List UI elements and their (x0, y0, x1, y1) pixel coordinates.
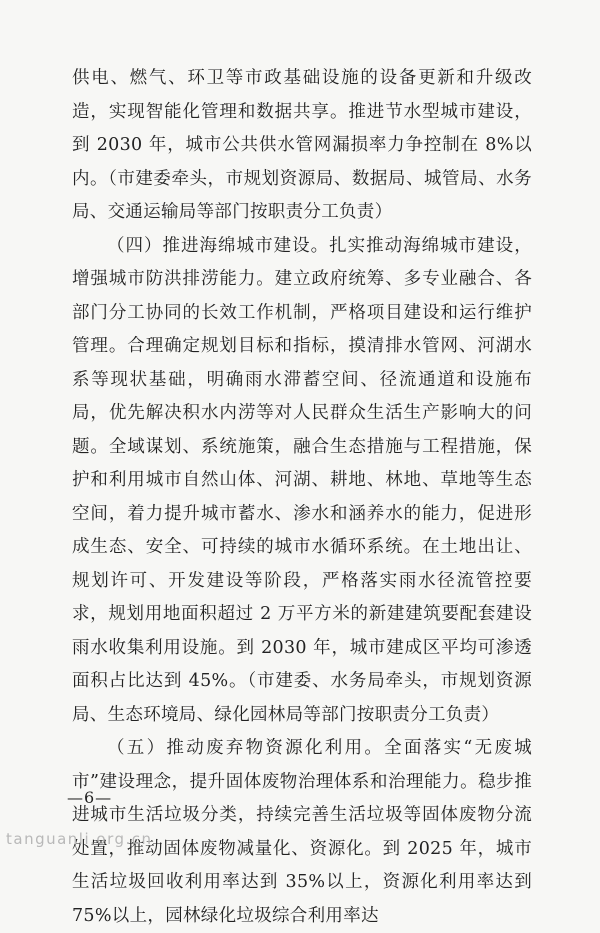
paragraph-waste-recycling: （五）推动废弃物资源化利用。全面落实“无废城市”建设理念，提升固体废物治理体系和治理能力。稳步推进城市生活垃圾分类，持续完善生活垃圾等固体废物分流处置，推动固体废物减量化、资源化。到 2025 年，城市生活垃圾回收利用率达到 35%以上，资源化利用率达到 75%以上，园林绿化垃圾综合利用率达 (72, 738, 532, 926)
paragraph-continuation: 供电、燃气、环卫等市政基础设施的设备更新和升级改造，实现智能化管理和数据共享。推进节水型城市建设，到 2030 年，城市公共供水管网漏损率力争控制在 8%以内。（市建委牵头，市规划资源局、数据局、城管局、水务局、交通运输局等部门按职责分工负责） (72, 68, 532, 222)
document-body (72, 62, 532, 933)
paragraph-sponge-city: （四）推进海绵城市建设。扎实推动海绵城市建设，增强城市防洪排涝能力。建立政府统筹、多专业融合、各部门分工协同的长效工作机制，严格项目建设和运行维护管理。合理确定规划目标和指标，摸清排水管网、河湖水系等现状基础，明确雨水滞蓄空间、径流通道和设施布局，优先解决积水内涝等对人民群众生活生产影响大的问题。全域谋划、系统施策，融合生态措施与工程措施，保护和利用城市自然山体、河湖、耕地、林地、草地等生态空间，着力提升城市蓄水、渗水和涵养水的能力，促进形成生态、安全、可持续的城市水循环系统。在土地出让、规划许可、开发建设等阶段，严格落实雨水径流管控要求，规划用地面积超过 2 万平方米的新建建筑要配套建设雨水收集利用设施。到 2030 年，城市建成区平均可渗透面积占比达到 45%。（市建委、水务局牵头，市规划资源局、生态环境局、绿化园林局等部门按职责分工负责） (72, 235, 532, 725)
watermark-text: tanguanli.org.cn (6, 830, 153, 848)
page-number: —6— (67, 788, 113, 807)
